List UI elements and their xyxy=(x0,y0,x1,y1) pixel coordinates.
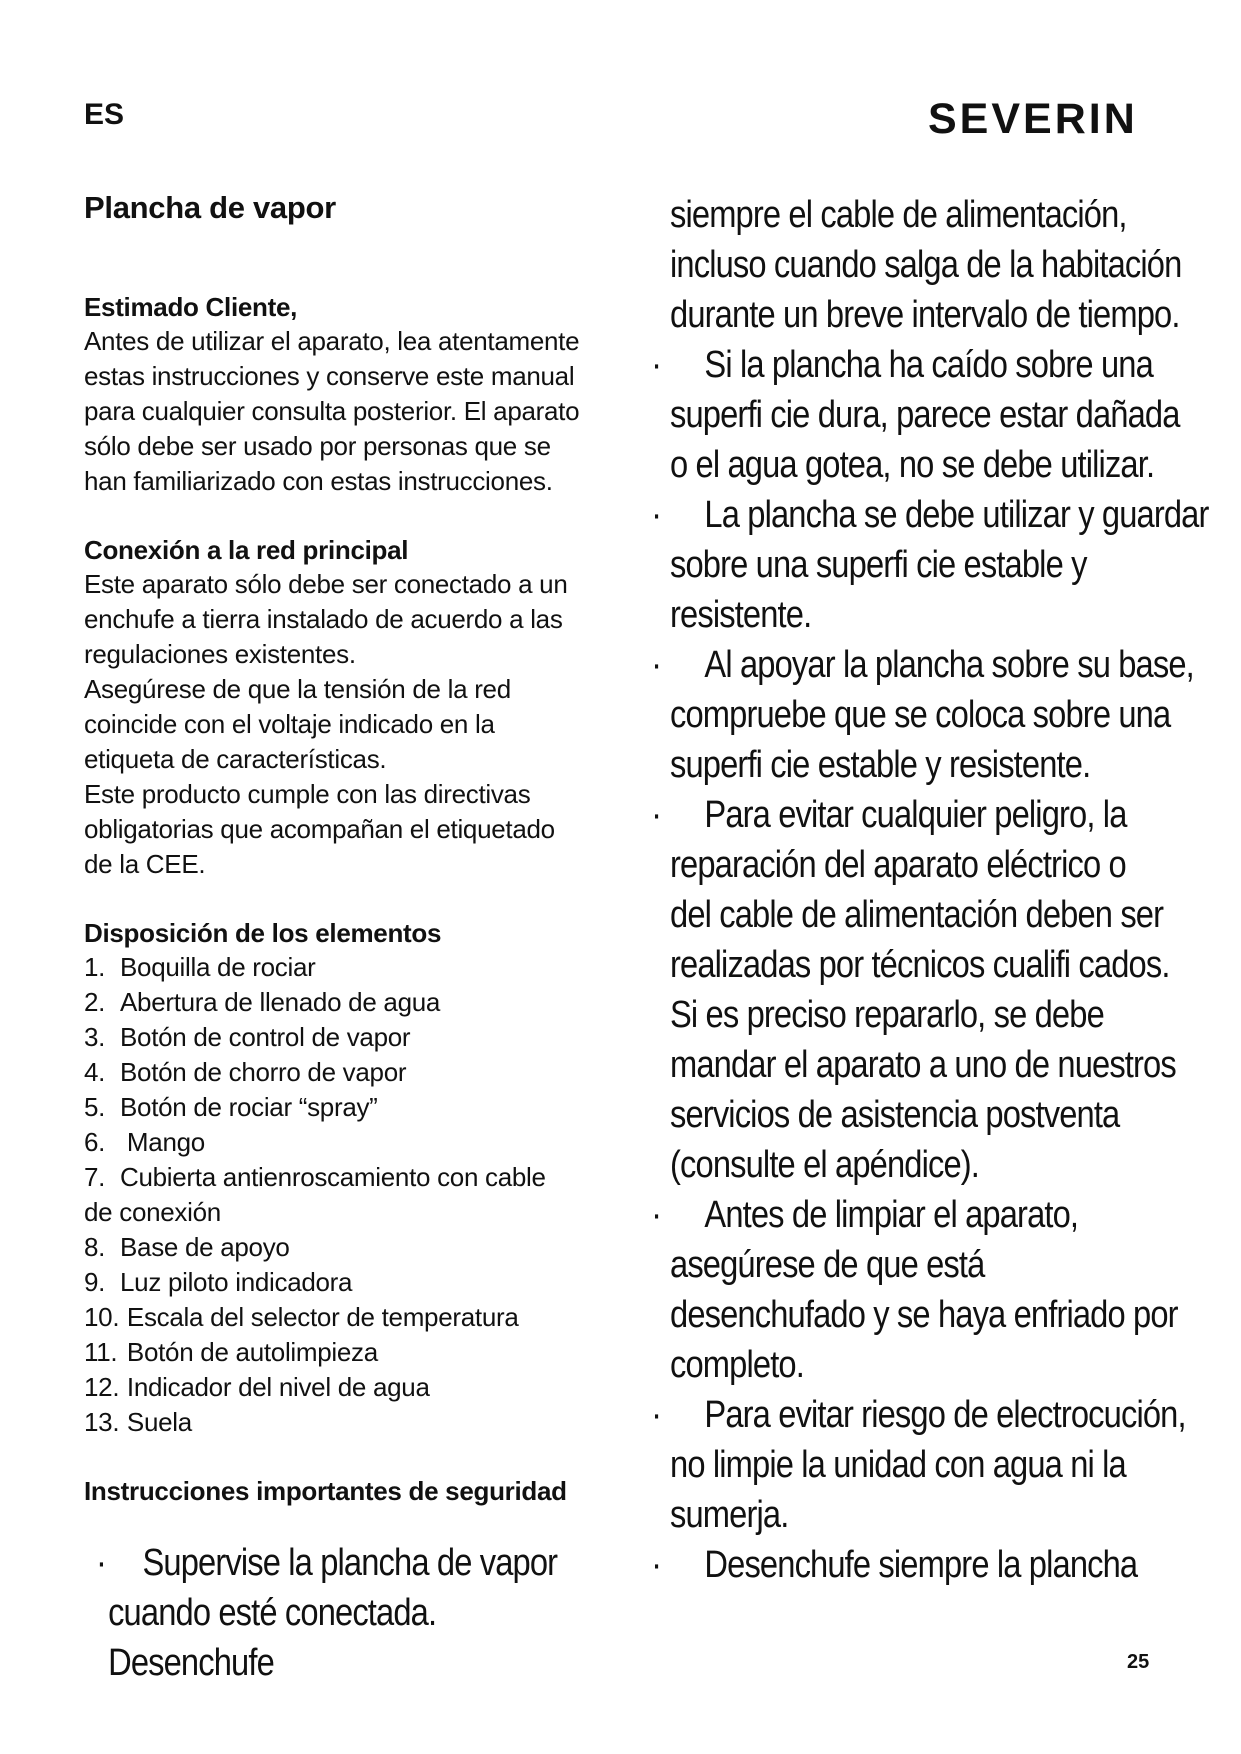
parts-item-number: 5. xyxy=(84,1092,106,1122)
bullet-marker: · xyxy=(651,644,662,686)
safety-first-line-1-text: Supervise la plancha de vapor xyxy=(142,1542,558,1584)
safety-line-text: o el agua gotea, no se debe utilizar. xyxy=(670,444,1155,486)
safety-line-text: Si la plancha ha caído sobre una xyxy=(704,344,1153,386)
safety-text-line xyxy=(670,1290,1178,1340)
bullet-marker: · xyxy=(651,1194,662,1236)
safety-text-line xyxy=(670,890,1164,940)
safety-text-line xyxy=(670,1440,1152,1490)
parts-item-label: Boquilla de rociar xyxy=(120,952,316,982)
mains-heading: Conexión a la red principal xyxy=(84,535,409,565)
mains-text: Este aparato sólo debe ser conectado a un enchufe a tierra instalado de acuerdo a las regulaciones existentes. Asegúrese de que la tensión de la red coincide con el voltaje indicado en la etiqueta de características. Este producto cumple con las directivas obligatorias que acompañan el etiquetado de la CEE. xyxy=(84,569,568,879)
parts-item-number: 12. xyxy=(84,1372,120,1402)
parts-item-label: Abertura de llenado de agua xyxy=(120,987,441,1017)
safety-line-text: Para evitar riesgo de electrocución, xyxy=(704,1394,1186,1436)
parts-list-item xyxy=(84,1335,644,1370)
parts-item-label: Suela xyxy=(120,1407,192,1437)
parts-item-number: 4. xyxy=(84,1057,106,1087)
safety-text-line xyxy=(670,590,1152,640)
bullet-marker: · xyxy=(651,794,662,836)
parts-list-item xyxy=(84,1020,644,1055)
safety-line-text: no limpie la unidad con agua ni la xyxy=(670,1444,1126,1486)
parts-list-item xyxy=(84,1300,644,1335)
safety-text-line xyxy=(670,440,1155,490)
safety-text-line xyxy=(670,1340,1152,1390)
parts-list-item xyxy=(84,1370,644,1405)
parts-item-label: Botón de rociar “spray” xyxy=(120,1092,378,1122)
safety-line-text: siempre el cable de alimentación, xyxy=(670,194,1127,236)
safety-line-text: asegúrese de que está xyxy=(670,1244,985,1286)
parts-list-item xyxy=(84,950,644,985)
parts-item-number: 3. xyxy=(84,1022,106,1052)
brand-logo: SEVERIN xyxy=(928,95,1138,143)
parts-item-label: Base de apoyo xyxy=(120,1232,290,1262)
safety-bullet-line xyxy=(651,1540,1152,1590)
safety-line-text: compruebe que se coloca sobre una xyxy=(670,694,1171,736)
parts-item-number: 2. xyxy=(84,987,106,1017)
safety-text-line xyxy=(670,1240,1152,1290)
safety-line-text: desenchufado y se haya enfriado por xyxy=(670,1294,1178,1336)
safety-line-text: Si es preciso repararlo, se debe xyxy=(670,994,1104,1036)
safety-line-text: completo. xyxy=(670,1344,804,1386)
safety-line-text: durante un breve intervalo de tiempo. xyxy=(670,294,1180,336)
left-column xyxy=(84,190,644,1508)
parts-heading: Disposición de los elementos xyxy=(84,918,442,948)
safety-text-line xyxy=(670,390,1180,440)
safety-text-line xyxy=(670,1090,1152,1140)
parts-list-item xyxy=(84,1090,644,1125)
parts-item-number: 8. xyxy=(84,1232,106,1262)
parts-item-number: 13. xyxy=(84,1407,120,1437)
safety-line-text: resistente. xyxy=(670,594,812,636)
safety-line-text: (consulte el apéndice). xyxy=(670,1144,980,1186)
parts-item-label: Cubierta antienroscamiento con cable de conexión xyxy=(84,1162,546,1227)
page-title: Plancha de vapor xyxy=(84,190,336,225)
safety-text-line xyxy=(670,840,1152,890)
safety-text-line xyxy=(670,990,1152,1040)
safety-first-item xyxy=(84,1538,566,1688)
safety-line-text: Antes de limpiar el aparato, xyxy=(704,1194,1079,1236)
greeting-text: Antes de utilizar el aparato, lea atentamente estas instrucciones y conserve este manual para cualquier consulta posterior. El aparato sólo debe ser usado por personas que se han familiarizado con estas instrucciones. xyxy=(84,326,580,496)
parts-item-number: 7. xyxy=(84,1162,106,1192)
parts-list xyxy=(84,950,644,1440)
parts-list-item xyxy=(84,1125,644,1160)
safety-text-line xyxy=(670,690,1171,740)
safety-heading: Instrucciones importantes de seguridad xyxy=(84,1476,567,1506)
parts-item-number: 6. xyxy=(84,1127,106,1157)
safety-text-line xyxy=(670,190,1152,240)
parts-item-label: Mango xyxy=(120,1127,205,1157)
safety-first-line-2: cuando esté conectada. Desenchufe xyxy=(108,1592,437,1684)
safety-line-text: La plancha se debe utilizar y guardar xyxy=(704,494,1209,536)
safety-text-line xyxy=(670,1140,1152,1190)
safety-bullet-line xyxy=(651,1190,1152,1240)
right-column xyxy=(651,190,1209,1590)
safety-bullet-line xyxy=(651,640,1194,690)
safety-line-text: Al apoyar la plancha sobre su base, xyxy=(704,644,1194,686)
bullet-marker: · xyxy=(651,1394,662,1436)
parts-item-label: Luz piloto indicadora xyxy=(120,1267,353,1297)
parts-item-label: Botón de control de vapor xyxy=(120,1022,411,1052)
parts-item-label: Botón de autolimpieza xyxy=(120,1337,378,1367)
safety-line-text: incluso cuando salga de la habitación xyxy=(670,244,1182,286)
safety-text-line xyxy=(670,240,1182,290)
parts-item-number: 11. xyxy=(84,1337,118,1367)
parts-list-item xyxy=(84,1405,644,1440)
safety-line-text: realizadas por técnicos cualifi cados. xyxy=(670,944,1170,986)
parts-item-label: Indicador del nivel de agua xyxy=(120,1372,430,1402)
safety-line-text: superfi cie estable y resistente. xyxy=(670,744,1091,786)
safety-line-text: sobre una superfi cie estable y xyxy=(670,544,1087,586)
parts-list-item xyxy=(84,1230,644,1265)
language-code: ES xyxy=(84,98,125,131)
safety-text-line xyxy=(670,540,1152,590)
bullet-marker: · xyxy=(651,344,662,386)
safety-first-line-1 xyxy=(84,1538,566,1588)
page-number: 25 xyxy=(1127,1651,1150,1673)
safety-bullet-line xyxy=(651,790,1152,840)
safety-line-text: Desenchufe siempre la plancha xyxy=(704,1544,1138,1586)
parts-list-item xyxy=(84,985,644,1020)
bullet-marker: · xyxy=(651,1544,662,1586)
safety-line-text: superfi cie dura, parece estar dañada xyxy=(670,394,1180,436)
parts-item-number: 9. xyxy=(84,1267,106,1297)
parts-list-item xyxy=(84,1160,644,1230)
greeting-heading: Estimado Cliente, xyxy=(84,292,298,322)
bullet-marker: · xyxy=(96,1542,107,1584)
parts-item-number: 1. xyxy=(84,952,106,982)
safety-bullet-line xyxy=(651,490,1209,540)
safety-text-line xyxy=(670,1040,1176,1090)
safety-line-text: servicios de asistencia postventa xyxy=(670,1094,1120,1136)
safety-line-text: reparación del aparato eléctrico o xyxy=(670,844,1126,886)
parts-list-item xyxy=(84,1055,644,1090)
safety-bullet-line xyxy=(651,1390,1186,1440)
safety-line-text: sumerja. xyxy=(670,1494,789,1536)
parts-item-label: Escala del selector de temperatura xyxy=(120,1302,519,1332)
parts-list-item xyxy=(84,1265,644,1300)
parts-item-label: Botón de chorro de vapor xyxy=(120,1057,407,1087)
parts-item-number: 10. xyxy=(84,1302,120,1332)
bullet-marker: · xyxy=(651,494,662,536)
safety-text-line xyxy=(670,940,1170,990)
safety-text-line xyxy=(670,740,1152,790)
safety-bullet-line xyxy=(651,340,1153,390)
safety-text-line xyxy=(670,290,1180,340)
safety-text-line xyxy=(670,1490,1152,1540)
safety-line-text: Para evitar cualquier peligro, la xyxy=(704,794,1127,836)
safety-line-text: mandar el aparato a uno de nuestros xyxy=(670,1044,1176,1086)
safety-line-text: del cable de alimentación deben ser xyxy=(670,894,1164,936)
